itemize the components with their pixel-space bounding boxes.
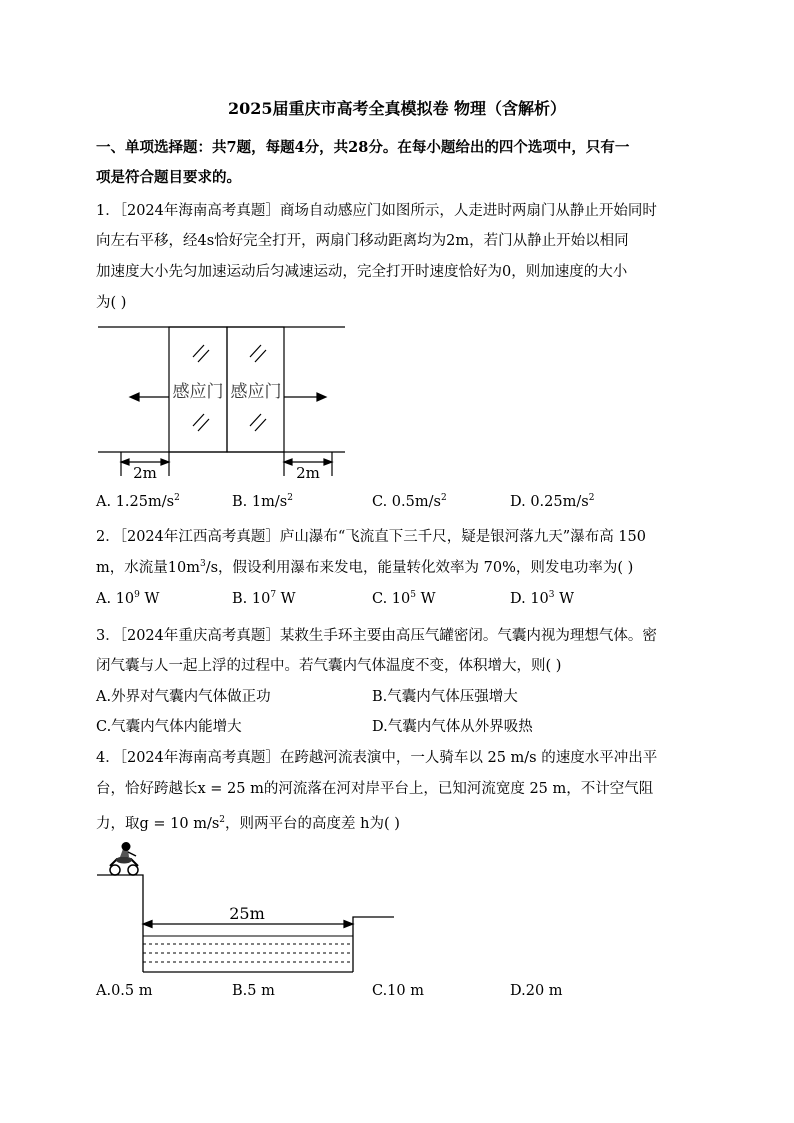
section-heading-line1: 一、单项选择题：共7题，每题4分，共28分。在每小题给出的四个选项中，只有一 xyxy=(96,139,630,156)
q1-line1: 1．［2024年海南高考真题］商场自动感应门如图所示，人走进时两扇门从静止开始同时 xyxy=(96,203,657,219)
q1-line3: 加速度大小先匀加速运动后匀减速运动，完全打开时速度恰好为0，则加速度的大小 xyxy=(96,264,628,280)
q4-line3: 力，取g = 10 $m/s^2$，则两平台的高度差 h为( ) xyxy=(96,815,400,832)
q4-line2: 台，恰好跨越长x = 25 m的河流落在河对岸平台上，已知河流宽度 25 m，不计空气阻 xyxy=(96,781,654,797)
right-platform xyxy=(353,917,394,972)
q1-option-c: C. $0.5m/s^2$ xyxy=(372,493,447,510)
water-surface xyxy=(143,936,353,962)
q4-line1: 4．［2024年海南高考真题］在跨越河流表演中，一人骑车以 25 m/s 的速度水平冲出平 xyxy=(96,750,658,766)
door-label-left: 感应门 xyxy=(172,382,224,402)
q4-option-b: B.5 m xyxy=(232,983,275,999)
door-label-right: 感应门 xyxy=(230,382,282,402)
q3-line1: 3．［2024年重庆高考真题］某救生手环主要由高压气罐密闭。气囊内视为理想气体。密 xyxy=(96,628,657,644)
q1-option-d: D. $0.25m/s^2$ xyxy=(510,493,595,510)
q2-option-b: B. $10^7$ W xyxy=(232,590,296,607)
sliding-door-figure xyxy=(90,318,360,483)
q1-option-a: A. $1.25m/s^2$ xyxy=(96,493,180,510)
q2-option-c: C. $10^5$ W xyxy=(372,590,436,607)
q2-option-a: A. $10^9$ W xyxy=(96,590,160,607)
q4-option-a: A.0.5 m xyxy=(96,983,153,999)
q3-line2: 闭气囊与人一起上浮的过程中。若气囊内气体温度不变，体积增大，则( ) xyxy=(96,658,562,674)
q3-option-a: A.外界对气囊内气体做正功 xyxy=(96,689,271,705)
q3-option-d: D.气囊内气体从外界吸热 xyxy=(372,719,533,735)
page-title: 2025届重庆市高考全真模拟卷 物理（含解析） xyxy=(227,99,567,118)
q2-line1: 2．［2024年江西高考真题］庐山瀑布“飞流直下三千尺，疑是银河落九天”瀑布高 150 xyxy=(96,529,646,545)
q4-option-c: C.10 m xyxy=(372,983,424,999)
q3-option-b: B.气囊内气体压强增大 xyxy=(372,689,518,705)
dim-label-left: 2m xyxy=(133,464,157,482)
left-platform xyxy=(97,875,143,972)
q4-option-d: D.20 m xyxy=(510,983,563,999)
q2-line2: m，水流量$10m^3/s$，假设利用瀑布来发电，能量转化效率为 70%，则发电功率为( ) xyxy=(96,559,634,576)
q2-option-d: D. $10^3$ W xyxy=(510,590,575,607)
width-label: 25m xyxy=(229,904,265,923)
motion-arrows xyxy=(130,393,326,401)
river-jump-figure xyxy=(95,840,405,975)
motorcycle-rider-icon xyxy=(110,842,138,875)
q1-line4: 为( ) xyxy=(96,295,127,311)
dim-label-right: 2m xyxy=(296,464,320,482)
q1-option-b: B. $1m/s^2$ xyxy=(232,493,293,510)
section-heading-line2: 项是符合题目要求的。 xyxy=(96,169,241,186)
q3-option-c: C.气囊内气体内能增大 xyxy=(96,719,242,735)
q1-line2: 向左右平移，经4s恰好完全打开，两扇门移动距离均为2m，若门从静止开始以相同 xyxy=(96,233,629,249)
